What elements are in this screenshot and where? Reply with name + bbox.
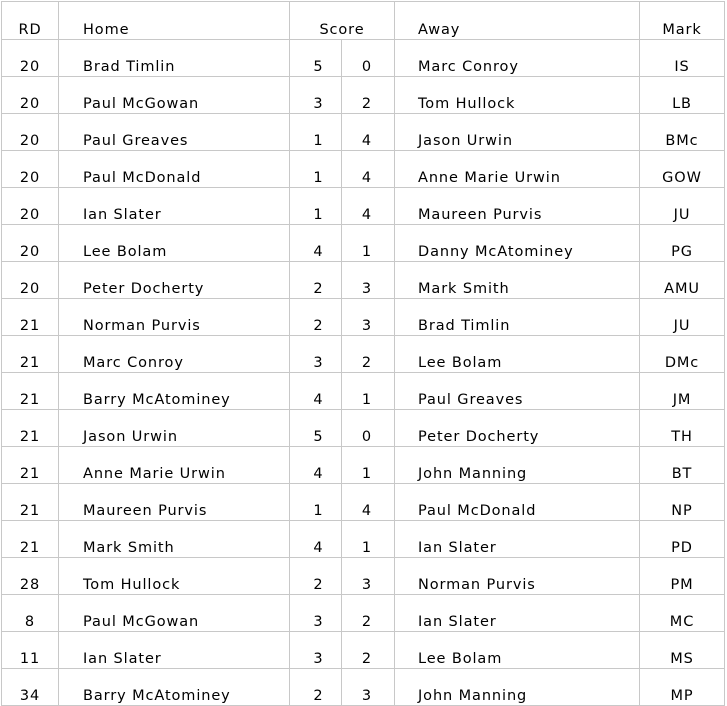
away-score-cell: 1 bbox=[342, 521, 395, 558]
home-score-cell: 3 bbox=[290, 77, 342, 114]
away-player-cell: Maureen Purvis bbox=[395, 188, 640, 225]
away-player-cell: Ian Slater bbox=[395, 595, 640, 632]
table-row bbox=[2, 188, 725, 225]
home-player-cell: Brad Timlin bbox=[59, 40, 290, 77]
round-cell: 21 bbox=[2, 299, 59, 336]
marker-cell: BMc bbox=[640, 114, 725, 151]
header-mark: Mark bbox=[640, 2, 725, 40]
round-cell: 8 bbox=[2, 595, 59, 632]
away-player-cell: Mark Smith bbox=[395, 262, 640, 299]
home-score-cell: 2 bbox=[290, 558, 342, 595]
marker-cell: JU bbox=[640, 299, 725, 336]
away-player-cell: Paul McDonald bbox=[395, 484, 640, 521]
round-cell: 21 bbox=[2, 336, 59, 373]
away-player-cell: Tom Hullock bbox=[395, 77, 640, 114]
table-row bbox=[2, 151, 725, 188]
table-row bbox=[2, 595, 725, 632]
away-player-cell: Brad Timlin bbox=[395, 299, 640, 336]
table-row bbox=[2, 262, 725, 299]
away-score-cell: 2 bbox=[342, 632, 395, 669]
table-row bbox=[2, 373, 725, 410]
home-player-cell: Paul McGowan bbox=[59, 77, 290, 114]
table-row bbox=[2, 632, 725, 669]
results-table bbox=[1, 1, 725, 706]
round-cell: 21 bbox=[2, 521, 59, 558]
home-player-cell: Paul Greaves bbox=[59, 114, 290, 151]
marker-cell: GOW bbox=[640, 151, 725, 188]
round-cell: 21 bbox=[2, 447, 59, 484]
round-cell: 20 bbox=[2, 151, 59, 188]
table-row bbox=[2, 114, 725, 151]
home-score-cell: 1 bbox=[290, 151, 342, 188]
table-row bbox=[2, 521, 725, 558]
away-player-cell: Anne Marie Urwin bbox=[395, 151, 640, 188]
header-away: Away bbox=[395, 2, 640, 40]
table-row bbox=[2, 336, 725, 373]
home-score-cell: 4 bbox=[290, 521, 342, 558]
marker-cell: IS bbox=[640, 40, 725, 77]
away-player-cell: Ian Slater bbox=[395, 521, 640, 558]
home-score-cell: 1 bbox=[290, 188, 342, 225]
table-row bbox=[2, 225, 725, 262]
marker-cell: JU bbox=[640, 188, 725, 225]
round-cell: 21 bbox=[2, 373, 59, 410]
table-row bbox=[2, 299, 725, 336]
away-player-cell: Marc Conroy bbox=[395, 40, 640, 77]
away-score-cell: 3 bbox=[342, 262, 395, 299]
marker-cell: PM bbox=[640, 558, 725, 595]
home-player-cell: Ian Slater bbox=[59, 188, 290, 225]
header-row bbox=[2, 2, 725, 40]
away-score-cell: 0 bbox=[342, 40, 395, 77]
table-row bbox=[2, 447, 725, 484]
table-row bbox=[2, 77, 725, 114]
home-player-cell: Barry McAtominey bbox=[59, 669, 290, 706]
away-score-cell: 3 bbox=[342, 669, 395, 706]
marker-cell: MP bbox=[640, 669, 725, 706]
home-score-cell: 4 bbox=[290, 225, 342, 262]
away-player-cell: Norman Purvis bbox=[395, 558, 640, 595]
home-score-cell: 2 bbox=[290, 669, 342, 706]
round-cell: 28 bbox=[2, 558, 59, 595]
home-player-cell: Maureen Purvis bbox=[59, 484, 290, 521]
marker-cell: PD bbox=[640, 521, 725, 558]
round-cell: 20 bbox=[2, 40, 59, 77]
away-score-cell: 3 bbox=[342, 299, 395, 336]
away-score-cell: 3 bbox=[342, 558, 395, 595]
away-score-cell: 0 bbox=[342, 410, 395, 447]
marker-cell: MC bbox=[640, 595, 725, 632]
table-row bbox=[2, 669, 725, 706]
header-score: Score bbox=[290, 2, 395, 40]
home-score-cell: 5 bbox=[290, 40, 342, 77]
home-score-cell: 2 bbox=[290, 262, 342, 299]
home-score-cell: 4 bbox=[290, 373, 342, 410]
away-player-cell: Lee Bolam bbox=[395, 336, 640, 373]
home-score-cell: 4 bbox=[290, 447, 342, 484]
round-cell: 20 bbox=[2, 77, 59, 114]
round-cell: 34 bbox=[2, 669, 59, 706]
away-score-cell: 1 bbox=[342, 447, 395, 484]
marker-cell: AMU bbox=[640, 262, 725, 299]
marker-cell: JM bbox=[640, 373, 725, 410]
away-score-cell: 4 bbox=[342, 484, 395, 521]
home-score-cell: 5 bbox=[290, 410, 342, 447]
home-player-cell: Jason Urwin bbox=[59, 410, 290, 447]
table-row bbox=[2, 484, 725, 521]
away-score-cell: 4 bbox=[342, 151, 395, 188]
marker-cell: DMc bbox=[640, 336, 725, 373]
away-player-cell: John Manning bbox=[395, 669, 640, 706]
away-player-cell: Peter Docherty bbox=[395, 410, 640, 447]
home-score-cell: 3 bbox=[290, 632, 342, 669]
round-cell: 20 bbox=[2, 188, 59, 225]
away-player-cell: Paul Greaves bbox=[395, 373, 640, 410]
away-player-cell: Jason Urwin bbox=[395, 114, 640, 151]
marker-cell: TH bbox=[640, 410, 725, 447]
round-cell: 20 bbox=[2, 262, 59, 299]
away-score-cell: 4 bbox=[342, 188, 395, 225]
home-player-cell: Paul McDonald bbox=[59, 151, 290, 188]
marker-cell: BT bbox=[640, 447, 725, 484]
home-score-cell: 3 bbox=[290, 595, 342, 632]
home-player-cell: Lee Bolam bbox=[59, 225, 290, 262]
away-player-cell: Lee Bolam bbox=[395, 632, 640, 669]
home-score-cell: 1 bbox=[290, 484, 342, 521]
marker-cell: NP bbox=[640, 484, 725, 521]
away-score-cell: 2 bbox=[342, 77, 395, 114]
home-player-cell: Norman Purvis bbox=[59, 299, 290, 336]
round-cell: 21 bbox=[2, 410, 59, 447]
header-rd: RD bbox=[2, 2, 59, 40]
home-player-cell: Marc Conroy bbox=[59, 336, 290, 373]
home-score-cell: 3 bbox=[290, 336, 342, 373]
home-score-cell: 2 bbox=[290, 299, 342, 336]
round-cell: 20 bbox=[2, 114, 59, 151]
away-score-cell: 2 bbox=[342, 595, 395, 632]
home-player-cell: Peter Docherty bbox=[59, 262, 290, 299]
home-player-cell: Mark Smith bbox=[59, 521, 290, 558]
round-cell: 20 bbox=[2, 225, 59, 262]
home-player-cell: Barry McAtominey bbox=[59, 373, 290, 410]
home-player-cell: Paul McGowan bbox=[59, 595, 290, 632]
home-score-cell: 1 bbox=[290, 114, 342, 151]
round-cell: 21 bbox=[2, 484, 59, 521]
marker-cell: MS bbox=[640, 632, 725, 669]
away-score-cell: 2 bbox=[342, 336, 395, 373]
table-row bbox=[2, 558, 725, 595]
away-score-cell: 1 bbox=[342, 373, 395, 410]
home-player-cell: Anne Marie Urwin bbox=[59, 447, 290, 484]
header-home: Home bbox=[59, 2, 290, 40]
home-player-cell: Ian Slater bbox=[59, 632, 290, 669]
home-player-cell: Tom Hullock bbox=[59, 558, 290, 595]
round-cell: 11 bbox=[2, 632, 59, 669]
away-score-cell: 1 bbox=[342, 225, 395, 262]
table-row bbox=[2, 40, 725, 77]
marker-cell: PG bbox=[640, 225, 725, 262]
away-player-cell: John Manning bbox=[395, 447, 640, 484]
table-row bbox=[2, 410, 725, 447]
away-player-cell: Danny McAtominey bbox=[395, 225, 640, 262]
marker-cell: LB bbox=[640, 77, 725, 114]
away-score-cell: 4 bbox=[342, 114, 395, 151]
